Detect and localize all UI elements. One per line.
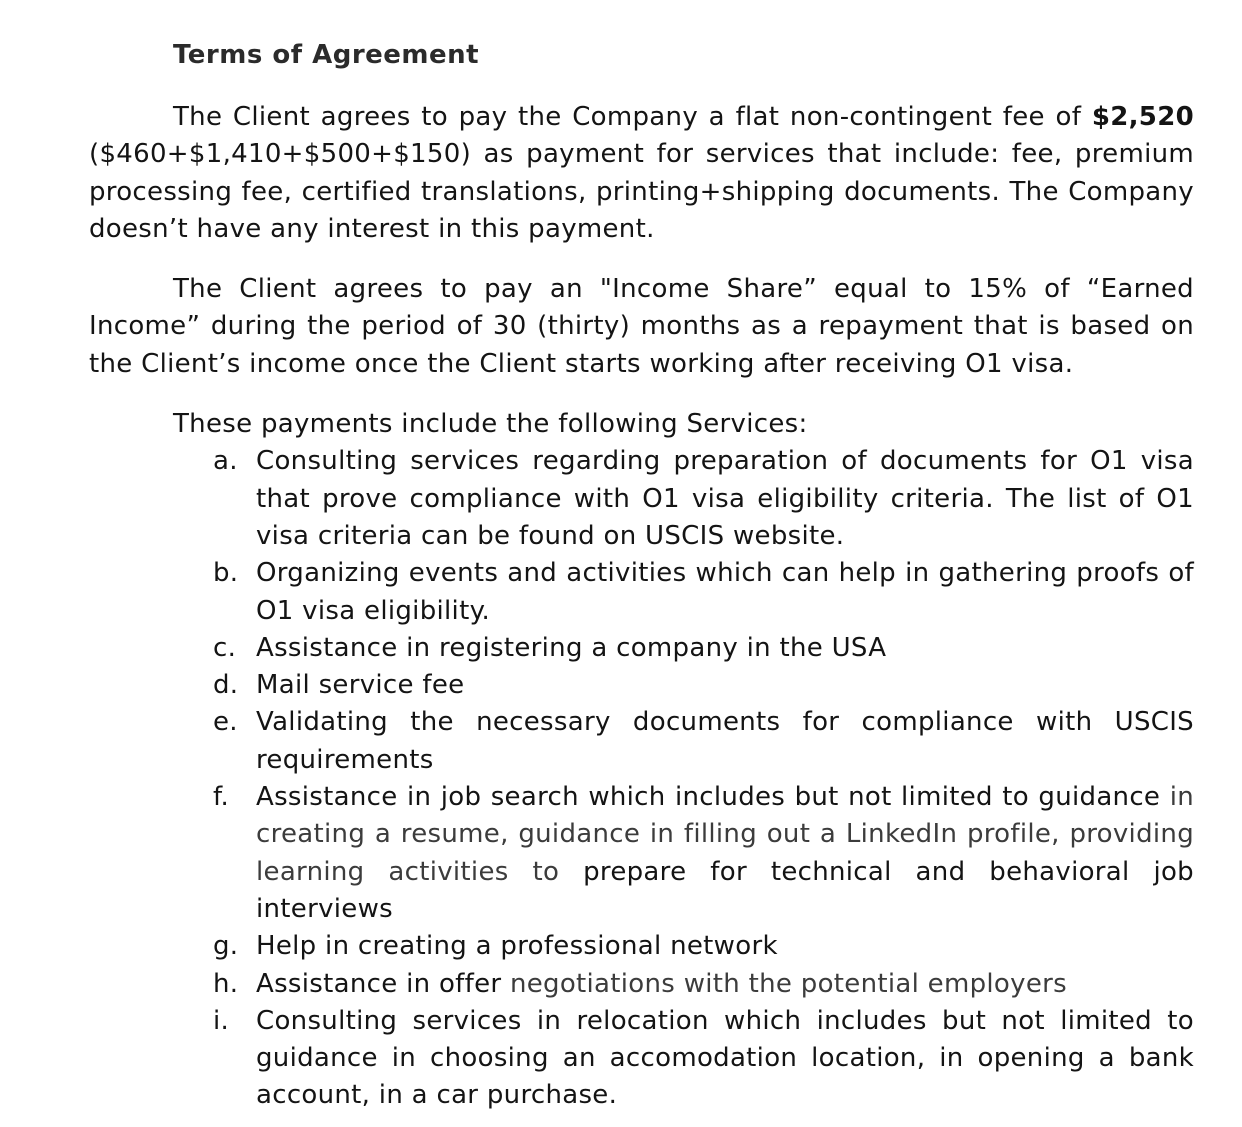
list-item-text: Organizing events and activities which can help in gathering proofs of O1 visa eligibility. (256, 558, 1194, 626)
list-item-text: Validating the necessary documents for compliance with USCIS requirements (256, 707, 1194, 775)
fee-amount: $2,520 (1091, 102, 1194, 132)
list-marker: e. (213, 707, 238, 738)
list-item (89, 966, 1194, 1003)
list-item-text: Consulting services in relocation which includes but not limited to guidance in choosing an accomodation location, in opening a bank account, in a car purchase. (256, 1005, 1194, 1111)
list-item-text: Assistance in registering a company in the USA (256, 632, 887, 663)
list-marker: d. (213, 670, 239, 701)
list-item (89, 443, 1194, 555)
list-item (89, 667, 1194, 704)
list-marker: h. (213, 968, 239, 999)
list-marker: b. (213, 558, 239, 589)
list-item-text-muted: negotiations with the potential employers (509, 968, 1067, 999)
fee-paragraph (89, 99, 1194, 248)
list-item (89, 704, 1194, 779)
list-item-text: Consulting services regarding preparation of documents for O1 visa that prove compliance with O1 visa eligibility criteria. The list of O1 visa criteria can be found on USCIS website. (256, 446, 1194, 551)
services-list (89, 443, 1194, 1114)
list-item (89, 630, 1194, 667)
fee-text-start: The Client agrees to pay the Company a flat non-contingent fee of (173, 102, 1082, 132)
list-item (89, 555, 1194, 630)
list-item-text: Assistance in offer (256, 968, 502, 999)
fee-text-end: ($460+$1,410+$500+$150) as payment for services that include: fee, premium processing fee, certified translations, printing+shipping documents. The Company doesn’t have any interest in this payment. (89, 139, 1194, 244)
list-item-text-end: prepare for technical and behavioral job interviews (256, 856, 1194, 924)
income-share-paragraph: The Client agrees to pay an "Income Share” equal to 15% of “Earned Income” during the period of 30 (thirty) months as a repayment that is based on the Client’s income once the Client starts working after receiving O1 visa. (89, 274, 1194, 379)
list-item-text: Help in creating a professional network (256, 931, 778, 962)
list-item (89, 779, 1194, 928)
list-marker: f. (213, 782, 230, 813)
list-marker: i. (213, 1005, 230, 1036)
list-item-text-muted: in creating a resume, guidance in filling out a LinkedIn profile, providing learning activities to (256, 782, 1194, 887)
list-marker: g. (213, 931, 239, 962)
services-intro: These payments include the following Services: (173, 409, 808, 440)
document-heading: Terms of Agreement (173, 40, 480, 70)
list-item (89, 1003, 1194, 1115)
list-item (89, 928, 1194, 965)
list-item-text: Assistance in job search which includes but not limited to guidance (256, 782, 1161, 813)
list-marker: c. (213, 632, 237, 663)
list-marker: a. (213, 446, 238, 477)
list-item-text: Mail service fee (256, 670, 465, 701)
